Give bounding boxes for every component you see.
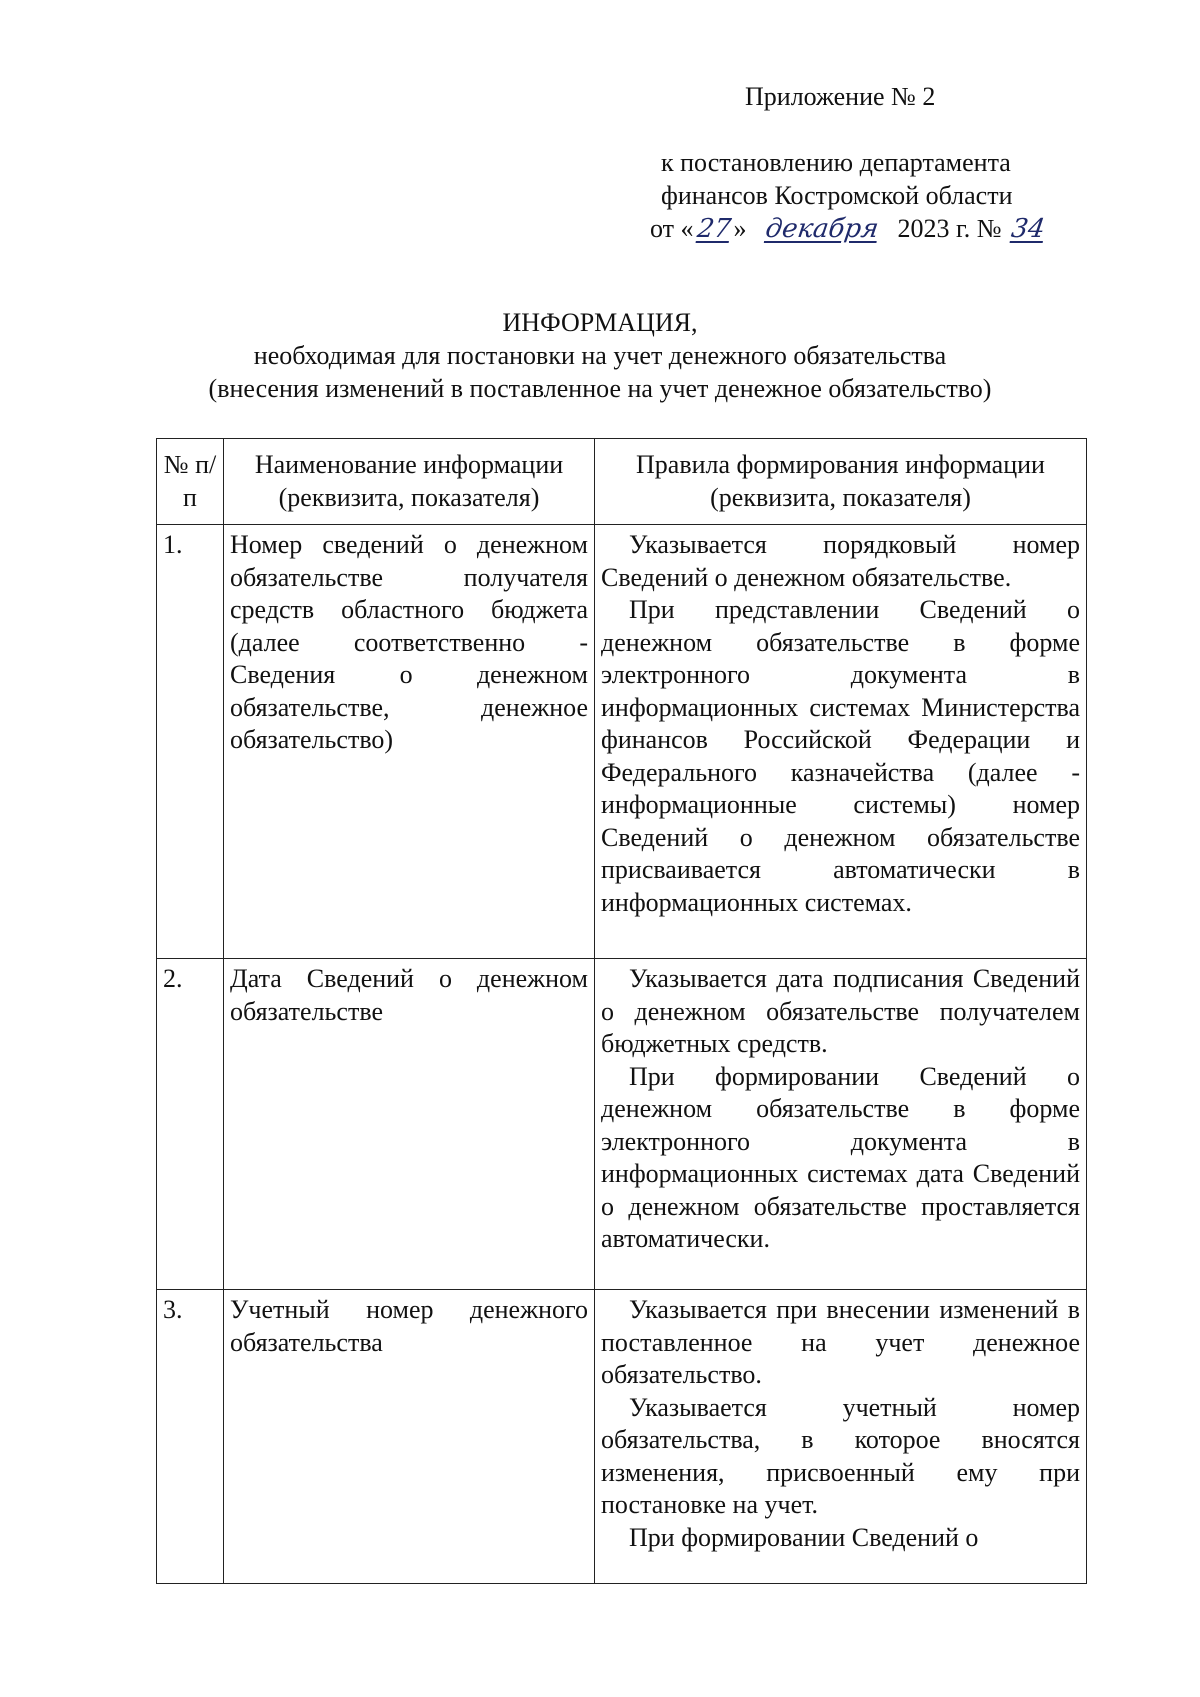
heading-line-1: необходимая для постановки на учет денежного обязательства: [253, 341, 947, 370]
appendix-date-line: [650, 212, 1048, 246]
table-row: [157, 1290, 1087, 1584]
header-num: № п/п: [157, 439, 224, 525]
row-number: 3.: [157, 1290, 224, 1584]
row-rule: [595, 1290, 1087, 1584]
rule-paragraph: При представлении Сведений о денежном обязательстве в форме электронного документа в информационных системах Министерства финансов Российской Федерации и Федерального казначейства (далее - информационные системы) номер Сведений о денежном обязательстве присваивается автоматически в информационных системах.: [601, 595, 1080, 917]
rule-paragraph: Указывается дата подписания Сведений о денежном обязательстве получателем бюджетных средств.: [601, 964, 1080, 1058]
row-name: Учетный номер денежного обязательства: [224, 1290, 595, 1584]
appendix-line-1: к постановлению департамента: [661, 148, 1011, 177]
handwritten-month: декабря: [763, 214, 881, 244]
row-rule: [595, 525, 1087, 959]
appendix-title: Приложение № 2: [745, 82, 936, 111]
rule-paragraph: Указывается порядковый номер Сведений о денежном обязательстве.: [601, 530, 1080, 592]
handwritten-doc-number: 34: [1009, 214, 1047, 244]
date-year: 2023 г. №: [897, 214, 1002, 243]
table-header-row: [157, 439, 1087, 525]
date-mid: »: [733, 214, 747, 243]
appendix-block: [0, 0, 1200, 300]
rule-paragraph: Указывается при внесении изменений в поставленное на учет денежное обязательство.: [601, 1295, 1080, 1389]
table-row: [157, 525, 1087, 959]
table-row: [157, 959, 1087, 1290]
row-name: Номер сведений о денежном обязательстве получателя средств областного бюджета (далее соответственно - Сведения о денежном обязательстве, денежное обязательство): [224, 525, 595, 959]
information-table: [156, 438, 1087, 1584]
handwritten-day: 27: [694, 214, 733, 244]
header-name: Наименование информации (реквизита, показателя): [224, 439, 595, 525]
heading-title: ИНФОРМАЦИЯ,: [502, 308, 698, 337]
header-rule: Правила формирования информации (реквизита, показателя): [595, 439, 1087, 525]
rule-paragraph: При формировании Сведений о денежном обязательстве в форме электронного документа в информационных системах дата Сведений о денежном обязательстве проставляется автоматически.: [601, 1061, 1080, 1253]
row-name: Дата Сведений о денежном обязательстве: [224, 959, 595, 1290]
appendix-line-2: финансов Костромской области: [661, 181, 1013, 210]
row-number: 1.: [157, 525, 224, 959]
rule-paragraph: Указывается учетный номер обязательства, в которое вносятся изменения, присвоенный ему при постановке на учет.: [601, 1392, 1080, 1519]
document-heading: [100, 306, 1100, 405]
heading-line-2: (внесения изменений в поставленное на учет денежное обязательство): [208, 374, 992, 403]
row-rule: [595, 959, 1087, 1290]
date-prefix: от «: [650, 214, 694, 243]
row-number: 2.: [157, 959, 224, 1290]
rule-paragraph: При формировании Сведений о: [629, 1522, 979, 1552]
